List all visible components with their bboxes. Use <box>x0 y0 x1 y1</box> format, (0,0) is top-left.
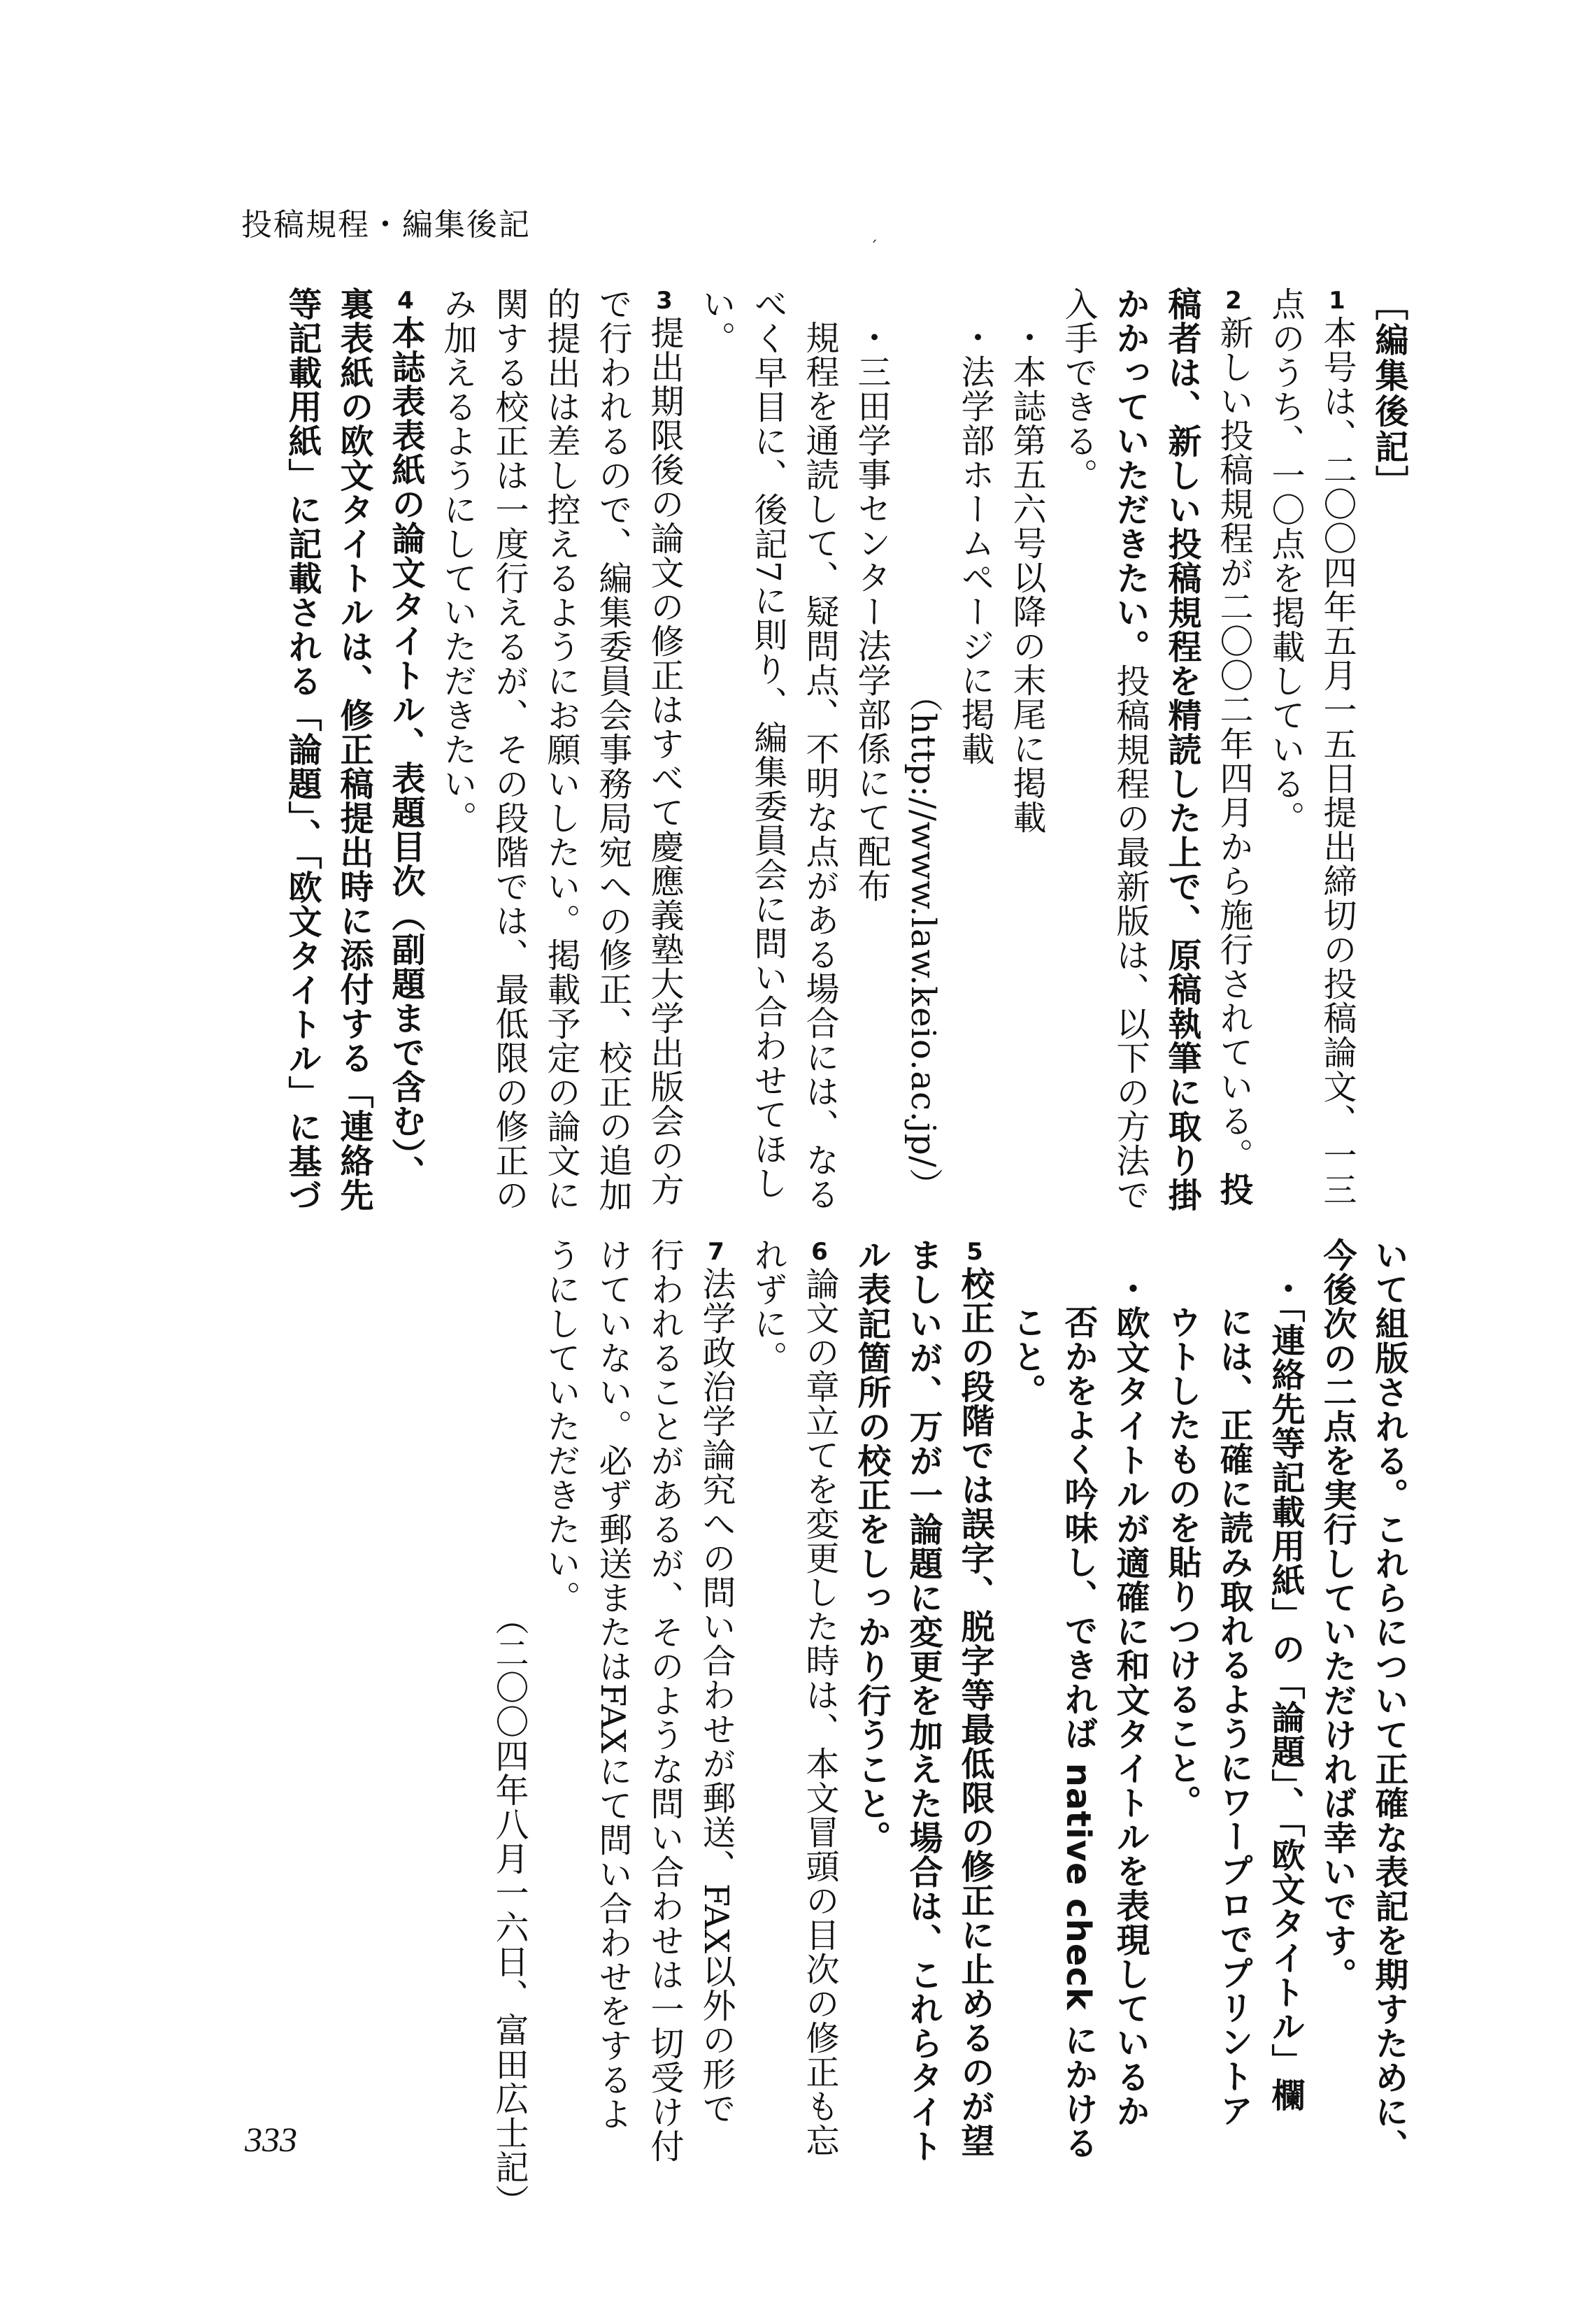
item-3-line: で行われるので、編集委員会事務局宛への修正、校正の追加 <box>593 287 632 1212</box>
item-4-line <box>380 287 431 1217</box>
item-4-line: いて組版される。これらについて正確な表記を期すために、 <box>1369 1238 1408 2163</box>
item-text: 論文の章立てを変更した時は、本文冒頭の目次の修正も忘 <box>800 1267 839 2158</box>
item-number: 6 <box>806 1238 834 1267</box>
item-2-line: 入手できる。 <box>1059 287 1098 492</box>
item-7-line: うにしていただきたい。 <box>541 1238 580 1615</box>
item-number: 3 <box>650 287 678 315</box>
item-7-line <box>690 1238 742 2168</box>
postscript-heading: ［編集後記］ <box>1369 287 1408 501</box>
item-6-line <box>794 1238 845 2168</box>
item-number: 1 <box>1323 287 1351 315</box>
item-4-bullet: 否かをよく吟味し、できれば native check にかける <box>1059 1305 1098 2160</box>
item-number: 5 <box>961 1238 989 1267</box>
item-1-line: 点のうち、一〇点を掲載している。 <box>1266 287 1305 835</box>
item-4-bullet: には、正確に読み取れるようにワープロでプリントア <box>1214 1305 1253 2127</box>
item-text-bold: かかっていただきたい。 <box>1110 287 1150 664</box>
item-4-bullet: ・欧文タイトルが適確に和文タイトルを表現しているか <box>1110 1271 1150 2128</box>
item-6-line: れずに。 <box>748 1238 787 1375</box>
item-3-line: み加えるようにしていただきたい。 <box>438 287 477 835</box>
item-2-line: 稿者は、新しい投稿規程を精読した上で、原稿執筆に取り掛 <box>1162 287 1201 1212</box>
item-4-bullet: ・「連絡先等記載用紙」の「論題」、「欧文タイトル」欄 <box>1266 1271 1305 2112</box>
item-3-line <box>638 287 690 1217</box>
faculty-url: （http://www.law.keio.ac.jp/） <box>903 678 943 1202</box>
item-2-bullet: ・本誌第五六号以降の末尾に掲載 <box>1007 320 1046 834</box>
page-number: 333 <box>245 2120 297 2159</box>
item-5-line: ル表記箇所の校正をしっかり行うこと。 <box>852 1238 891 1855</box>
stray-mark: ´ <box>870 239 878 257</box>
item-4-line: 等記載用紙」に記載される「論題」、「欧文タイトル」に基づ <box>283 287 322 1213</box>
item-5-line <box>949 1238 1001 2168</box>
item-2-line: べく早目に、後記7に則り、編集委員会に問い合わせてほし <box>748 287 787 1200</box>
item-text: 本号は、二〇〇四年五月一五日提出締切の投稿論文、一三 <box>1317 315 1357 1206</box>
postscript-upper-column <box>276 287 1415 1217</box>
item-4-bullet: こと。 <box>1007 1305 1046 1408</box>
running-head: 投稿規程・編集後記 <box>241 207 531 243</box>
item-number: 2 <box>1220 287 1248 315</box>
item-2-line: 規程を通読して、疑問点、不明な点がある場合には、なる <box>800 320 839 1211</box>
item-7-line: 行われることがあるが、そのような問い合わせは一切受け付 <box>645 1238 684 2163</box>
postscript-lower-column <box>483 1238 1415 2218</box>
item-text: 本誌表表紙の論文タイトル、表題目次（副題まで含む）、 <box>386 315 425 1190</box>
item-2-line <box>1104 287 1156 1217</box>
signature: （二〇〇四年八月一六日、富田広士記） <box>490 1602 529 2218</box>
item-2-line: い。 <box>696 287 736 355</box>
item-4-bullet: ウトしたものを貼りつけること。 <box>1162 1305 1201 1819</box>
item-text: 投稿規程の最新版は、以下の方法で <box>1110 664 1150 1212</box>
item-number: 7 <box>702 1238 730 1267</box>
item-text-bold: 投 <box>1214 1172 1253 1206</box>
item-3-line: 関する校正は一度行えるが、その段階では、最低限の修正の <box>490 287 529 1212</box>
item-2-line <box>1208 287 1259 1217</box>
item-4-line: 裏表紙の欧文タイトルは、修正稿提出時に添付する「連絡先 <box>334 287 373 1212</box>
item-text: 法学政治学論究への問い合わせが郵送、FAX以外の形で <box>696 1267 736 2125</box>
item-text: 校正の段階では誤字、脱字等最低限の修正に止めるのが望 <box>955 1267 994 2158</box>
item-text: 提出期限後の論文の修正はすべて慶應義塾大学出版会の方 <box>645 315 684 1206</box>
item-number: 4 <box>392 287 420 315</box>
item-1-line <box>1311 287 1363 1217</box>
item-7-line: けていない。必ず郵送またはFAXにて問い合わせをするよ <box>593 1238 632 2131</box>
item-2-bullet: ・三田学事センター法学部係にて配布 <box>852 320 891 903</box>
item-2-bullet: ・法学部ホームページに掲載 <box>955 320 994 766</box>
item-4-line: 今後次の二点を実行していただければ幸いです。 <box>1317 1238 1357 1992</box>
item-text: 新しい投稿規程が二〇〇二年四月から施行されている。 <box>1214 315 1253 1172</box>
item-3-line: 的提出は差し控えるようにお願いしたい。掲載予定の論文に <box>541 287 580 1212</box>
item-5-line: ましいが、万が一論題に変更を加えた場合は、これらタイト <box>903 1238 943 2163</box>
